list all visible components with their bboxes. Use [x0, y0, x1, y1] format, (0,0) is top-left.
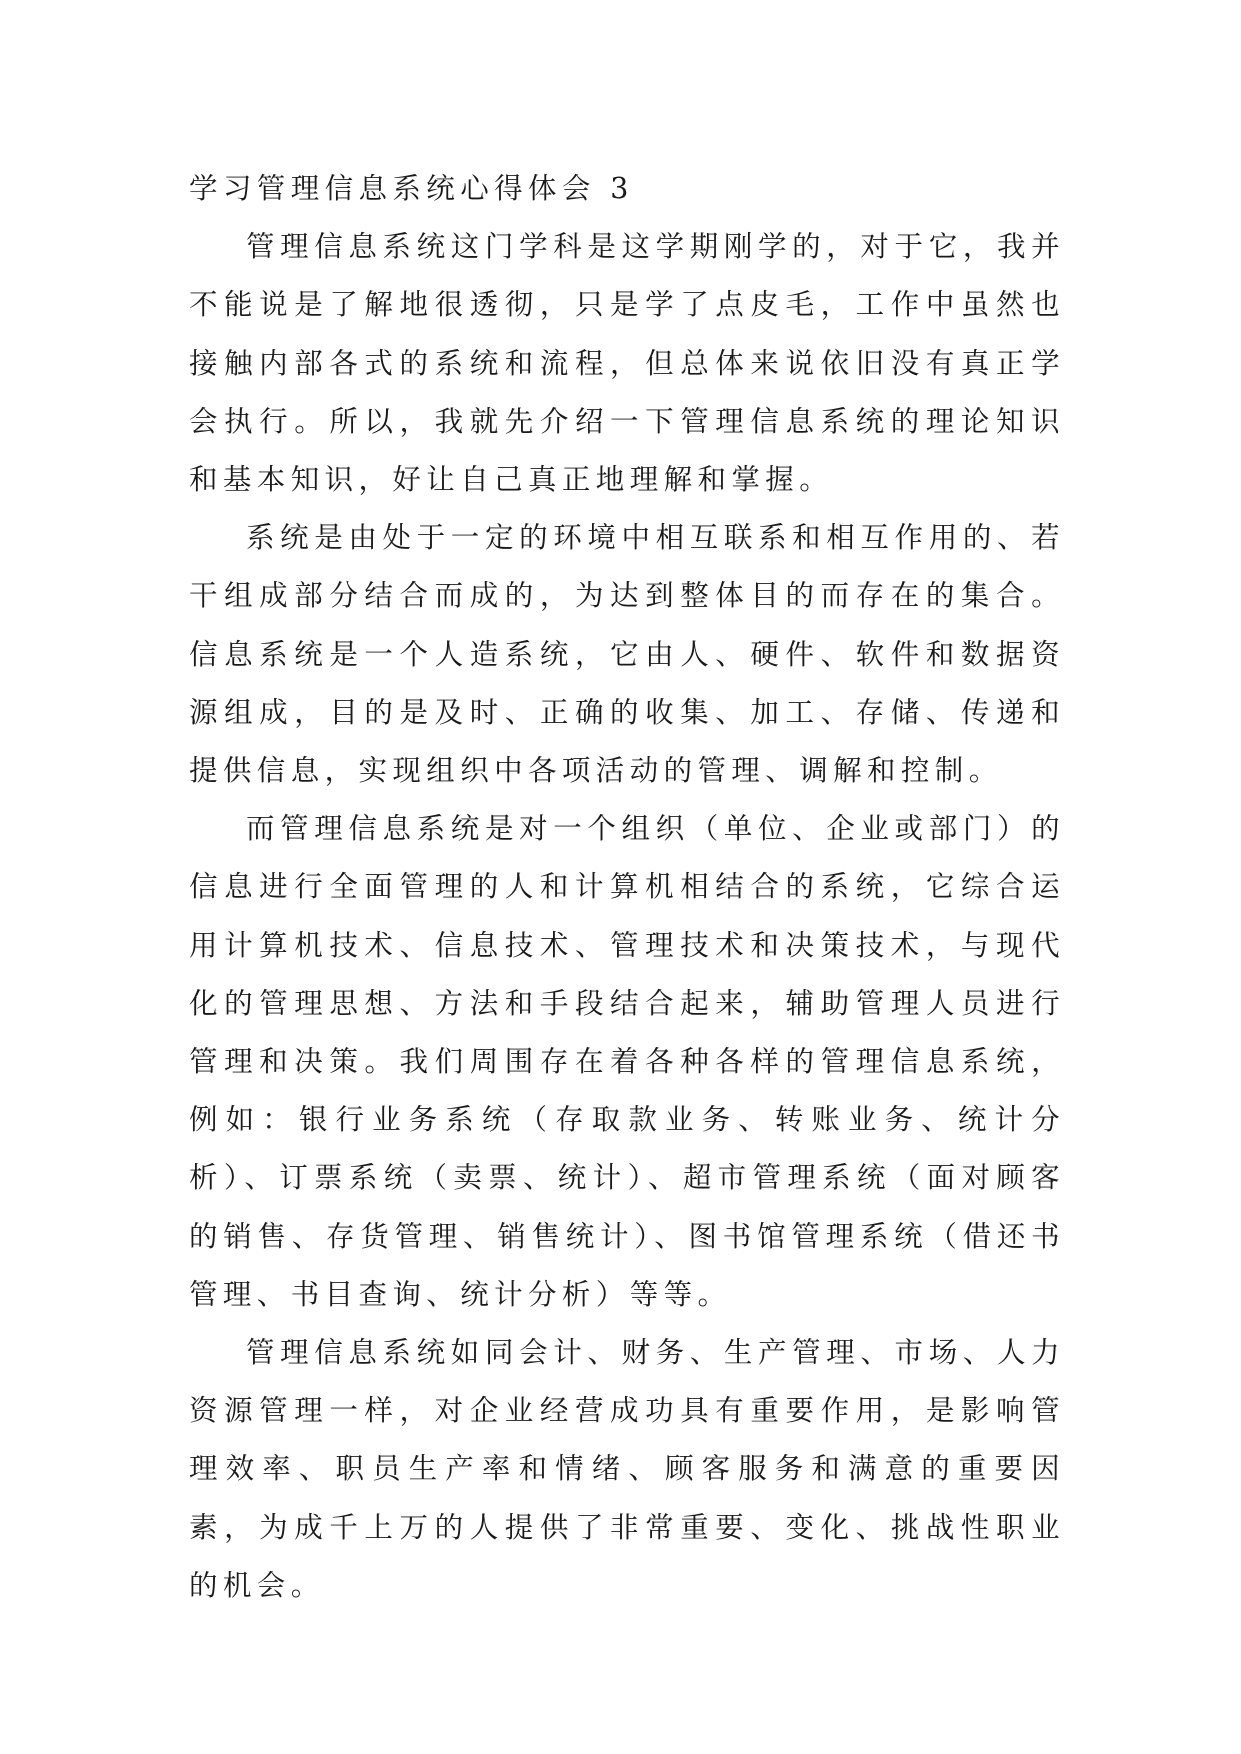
- paragraph-3: 而管理信息系统是对一个组织（单位、企业或部门）的信息进行全面管理的人和计算机相结合的系统，它综合运用计算机技术、信息技术、管理技术和决策技术，与现代化的管理思想、方法和手段结合起来，辅助管理人员进行管理和决策。我们周围存在着各种各样的管理信息系统，例如：银行业务系统（存取款业务、转账业务、统计分析）、订票系统（卖票、统计）、超市管理系统（面对顾客的销售、存货管理、销售统计）、图书馆管理系统（借还书管理、书目查询、统计分析）等等。: [189, 812, 1065, 1311]
- paragraph-1: 管理信息系统这门学科是这学期刚学的，对于它，我并不能说是了解地很透彻，只是学了点皮毛，工作中虽然也接触内部各式的系统和流程，但总体来说依旧没有真正学会执行。所以，我就先介绍一下管理信息系统的理论知识和基本知识，好让自己真正地理解和掌握。: [189, 230, 1065, 497]
- document-body: [189, 160, 1065, 1615]
- document-title: 学习管理信息系统心得体会 3: [189, 172, 634, 205]
- paragraph-2: 系统是由处于一定的环境中相互联系和相互作用的、若干组成部分结合而成的，为达到整体目的而存在的集合。信息系统是一个人造系统，它由人、硬件、软件和数据资源组成，目的是及时、正确的收集、加工、存储、传递和提供信息，实现组织中各项活动的管理、调解和控制。: [189, 521, 1065, 788]
- paragraph-4: 管理信息系统如同会计、财务、生产管理、市场、人力资源管理一样，对企业经营成功具有重要作用，是影响管理效率、职员生产率和情绪、顾客服务和满意的重要因素，为成千上万的人提供了非常重要、变化、挑战性职业的机会。: [189, 1336, 1065, 1602]
